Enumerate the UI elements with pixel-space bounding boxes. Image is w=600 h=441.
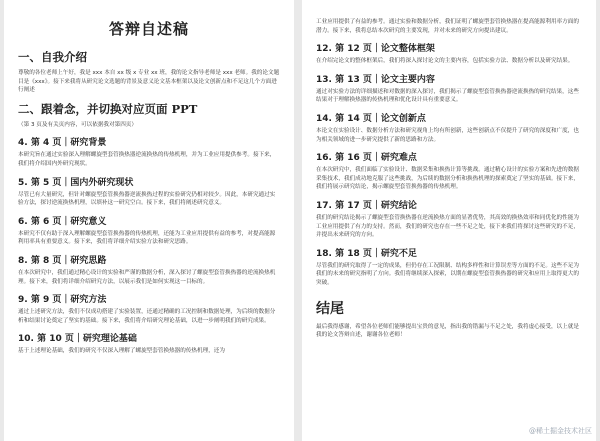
section-text: 尊敬的各位老师上午好，我是 xxx 本自 xx 级 x 专业 xx 班，我的论文指导老师是 xxx 老师。我的论文题目是《xxx》。接下来我将从研究论文选题的背景及意义论文基本框架以及论文创新点和不足这几个方面进行阐述 [18,70,280,94]
section-heading: 4. 第 4 页｜研究背景 [18,138,107,149]
section-text: 基于上述理论基础，我们的研究不仅深入理解了螺旋型套管换热器的传热机理，还为 [18,348,225,355]
section-text: 在本次研究中，我们通过精心设计的实验和严谨的数据分析，深入探讨了螺旋型套管换热器的逆流换热机理。接下来，我们将详细介绍研究方法，以展示我们是如何实现这一目标的。 [18,269,276,285]
section-heading: 18. 第 18 页｜研究不足 [316,248,417,259]
section-text: 我们的研究结论揭示了螺旋型套管换热器在逆流换热方面的显著优势，其高效的换热效率和同优化的性能为工业应用提供了有力的支持。然而，我们的研究也存在一些不足之处，接下来我们将探讨这些研究的不足，并提出未来研究的方向。 [316,214,579,239]
section-text: 本论文在实验设计、数据分析方法和研究视角上均有所创新，这些创新点不仅提升了研究的深度和广度，也为相关领域的进一步研究提供了新的思路和方法。 [316,127,579,143]
document-page-left [4,0,294,441]
section-text: 通过对实验方法的详细描述和对数据的深入探讨，我们揭示了螺旋型套管换热器逆流换热的研究结果，这些结果对于理解换热器的传热机理和优化设计具有重要意义。 [316,88,579,104]
section-text: 通过上述研究方法，我们不仅成功搭建了实验装置，还通过精确的工况控制和数据处理，为后续的数据分析和结果讨论奠定了坚实的基础。接下来，我们将介绍研究理论基础，以进一步阐明我们的研究成果。 [18,309,276,324]
section-heading: 10. 第 10 页｜研究理论基础 [18,334,137,345]
document-title: 答辩自述稿 [108,20,189,38]
section-heading: 9. 第 9 页｜研究方法 [18,295,107,306]
section-heading: 6. 第 6 页｜研究意义 [18,216,107,227]
section-heading: 16. 第 16 页｜研究难点 [316,153,417,164]
section-heading: 13. 第 13 页｜论文主要内容 [316,74,435,85]
document-page-right [302,0,596,441]
section-heading: 5. 第 5 页｜国内外研究现状 [18,177,134,188]
section-text: 尽管我们的研究取得了一定的成果，但仍存在工况限制、结构多样性和计算误差等方面的不足。这些不足为我们的未来的研究指明了方向。我们将继续深入探索，以期在螺旋型套管换热器的研究和应用上取得更大的突破。 [316,262,579,286]
section-heading: 二、跟着念，并切换对应页面 PPT [18,101,198,116]
section-heading: 14. 第 14 页｜论文创新点 [316,113,426,124]
section-heading: 17. 第 17 页｜研究结论 [316,200,417,211]
watermark: @稀土掘金技术社区 [529,427,592,435]
section-text: 在本次研究中，我们面临了实验设计、数据采集和换热计算等挑战。通过精心设计的实验方案和先进的数据采集技术，我们成功地克服了这些挑战，为后续的数据分析和换热机理的探索奠定了坚实的基础。接下来，我们将展示研究结论，揭示螺旋型套管换热器的传热机理。 [316,167,579,191]
conclusion-heading: 结尾 [316,300,344,317]
lead-text: 工业应用提供了有益的参考。通过实验和数据分析，我们证明了螺旋型套管换热器在提高能源利用率方面的潜力。接下来，我将总结本次研究的主要发现，并对未来的研究方向提出建议。 [316,19,579,34]
section-text: 在介绍完论文的整体框架后，我们将深入探讨论文的主要内容，包括实验方法、数据分析以及研究结果。 [316,58,574,65]
conclusion-text: 最后我得感谢，希望各位老师们能够提出宝贵的意见，指出我的错漏与不足之处，我将虚心接受，以上就是我的论文答辩自述，谢谢各位老师！ [316,323,579,339]
section-text: 本研究不仅有助于深入理解螺旋型套管换热器的传热机理，还能为工业应用提供有益的参考，对提高能源利用率具有重要意义。接下来，我们将详细介绍实验方法和研究思路。 [18,230,276,246]
section-text: 尽管已有大量研究，但针对螺旋型套管换热器逆流换热过程的实验研究仍相对较少。因此，本研究通过实验方法，探讨逆流换热机理，以填补这一研究空白。接下来，我们将阐述研究意义。 [18,191,276,207]
section-heading: 8. 第 8 页｜研究思路 [18,255,107,266]
section-heading: 12. 第 12 页｜论文整体框架 [316,44,435,55]
section-text: （第 3 页及有关页内容，可以依据我对第四页） [18,121,137,128]
section-heading: 一、自我介绍 [18,50,87,64]
section-text: 本研究旨在通过实验深入理解螺旋型套管换热器逆流换热的传热机理，并为工业应用提供参考。接下来，我们将介绍国内外研究现状。 [18,152,276,167]
